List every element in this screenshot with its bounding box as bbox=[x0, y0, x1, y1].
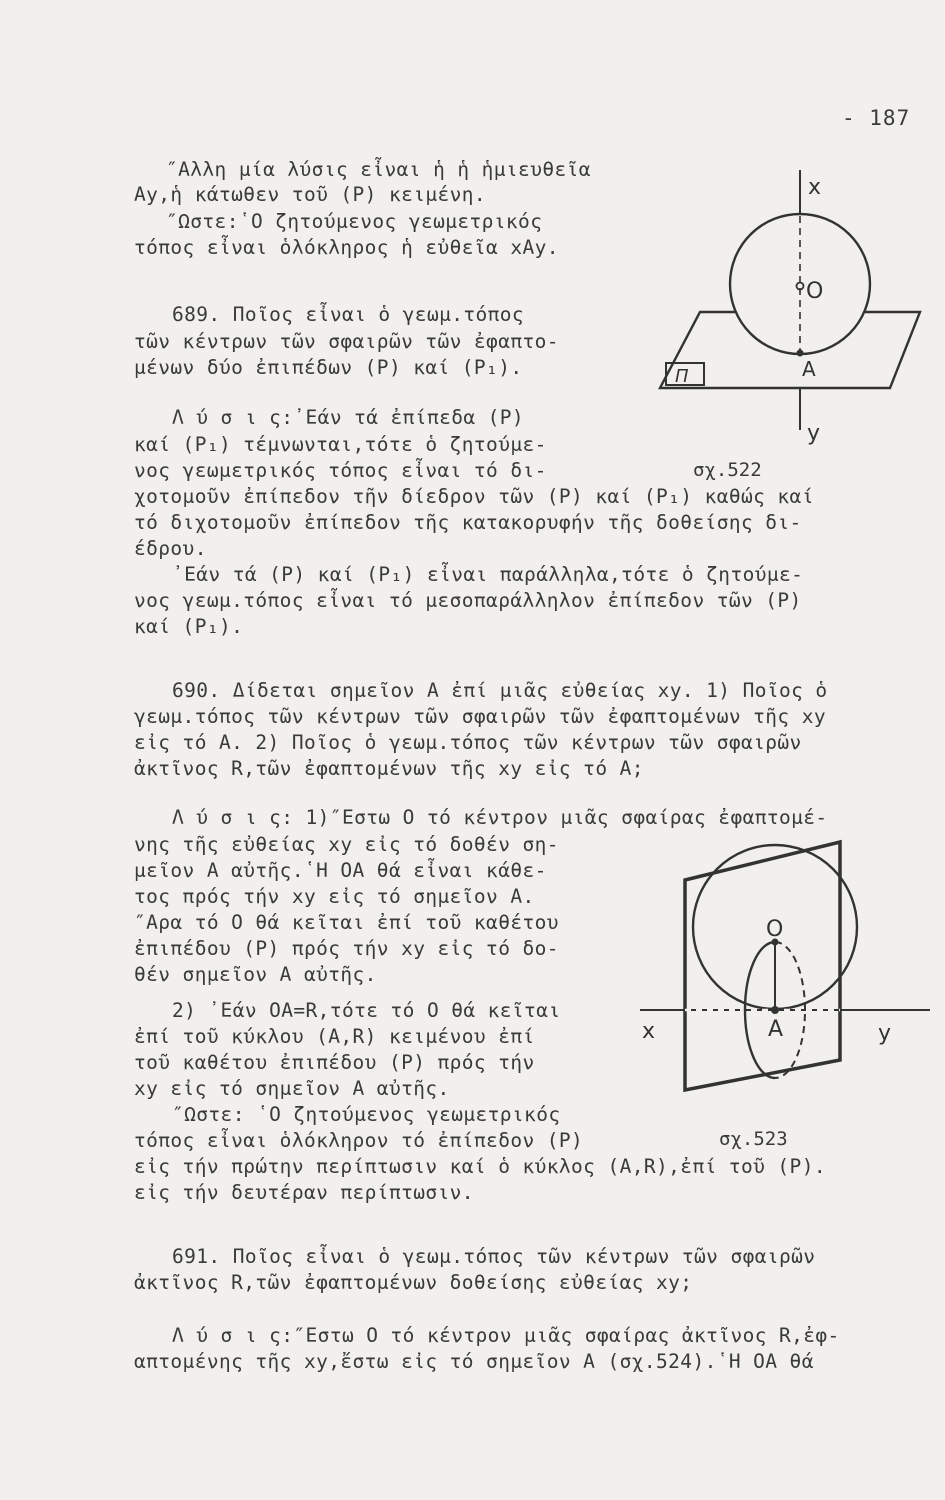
text-line: ″Ωστε: ῾Ο ζητούμενος γεωμετρικός bbox=[172, 1103, 561, 1126]
label-a: A bbox=[768, 1017, 784, 1042]
figure-523-caption: σχ.523 bbox=[719, 1128, 788, 1150]
text-line: ἀκτῖνος R,τῶν ἐφαπτομένων δοθείσης εὐθείας xy; bbox=[134, 1271, 693, 1294]
text-line: τοῦ καθέτου ἐπιπέδου (P) πρός τήν bbox=[134, 1051, 535, 1074]
label-x: x bbox=[642, 1019, 656, 1044]
figure-522 bbox=[640, 160, 940, 460]
text-line: νος γεωμετρικός τόπος εἶναι τό δι- bbox=[134, 459, 547, 482]
text-line: τόπος εἶναι ὁλόκληρος ἡ εὐθεῖα xΑy. bbox=[134, 236, 559, 259]
text-line: νης τῆς εὐθείας xy εἰς τό δοθέν ση- bbox=[134, 833, 559, 856]
text-line: χοτομοῦν ἐπίπεδον τῆν δίεδρον τῶν (P) καί (P₁) καθώς καί bbox=[134, 485, 814, 508]
text-line: ἀκτῖνος R,τῶν ἐφαπτομένων τῆς xy εἰς τό Α; bbox=[134, 757, 644, 780]
text-line: νος γεωμ.τόπος εἶναι τό μεσοπαράλληλον ἐπίπεδον τῶν (P) bbox=[134, 589, 802, 612]
text-line: ″Αλλη μία λύσις εἶναι ἡ ἡ ἡμιευθεῖα bbox=[166, 158, 591, 181]
text-line: 689. Ποῖος εἶναι ὁ γεωμ.τόπος bbox=[172, 303, 525, 326]
text-line: 690. Δίδεται σημεῖον Α ἐπί μιᾶς εὐθείας xy. 1) Ποῖος ὁ bbox=[172, 679, 828, 702]
text-line: ″Ωστε:῾Ο ζητούμενος γεωμετρικός bbox=[166, 210, 543, 233]
text-line: ᾽Εάν τά (P) καί (P₁) εἶναι παράλληλα,τότε ὁ ζητούμε- bbox=[172, 563, 804, 586]
text-line: εἰς τήν πρώτην περίπτωσιν καί ὁ κύκλος (Α,R),ἐπί τοῦ (P). bbox=[134, 1155, 826, 1178]
page-number: - 187 bbox=[842, 106, 911, 130]
label-plane: Π bbox=[675, 366, 689, 387]
text-line: καί (P₁). bbox=[134, 615, 244, 638]
text-line: xy εἰς τό σημεῖον Α αὐτῆς. bbox=[134, 1077, 450, 1100]
text-line: Λ ύ σ ι ς:″Εστω Ο τό κέντρον μιᾶς σφαίρας ἀκτῖνος R,ἐφ- bbox=[172, 1324, 840, 1347]
text-line: ἐπί τοῦ κύκλου (Α,R) κειμένου ἐπί bbox=[134, 1025, 535, 1048]
text-line: Λ ύ σ ι ς:᾽Εάν τά ἐπίπεδα (P) bbox=[172, 406, 525, 429]
label-o: O bbox=[766, 917, 784, 942]
figure-522-caption: σχ.522 bbox=[693, 459, 762, 481]
text-line: 691. Ποῖος εἶναι ὁ γεωμ.τόπος τῶν κέντρων τῶν σφαιρῶν bbox=[172, 1245, 816, 1268]
label-a: A bbox=[802, 357, 816, 381]
text-line: εἰς τό Α. 2) Ποῖος ὁ γεωμ.τόπος τῶν κέντρων τῶν σφαιρῶν bbox=[134, 731, 802, 754]
text-line: εἰς τήν δευτέραν περίπτωσιν. bbox=[134, 1181, 474, 1204]
tangent-point-a bbox=[797, 350, 804, 357]
text-line: Αy,ἡ κάτωθεν τοῦ (P) κειμένη. bbox=[134, 183, 487, 206]
label-x: x bbox=[808, 175, 822, 200]
text-line: έδρου. bbox=[134, 537, 207, 560]
text-line: ″Αρα τό Ο θά κεῖται ἐπί τοῦ καθέτου bbox=[134, 911, 559, 934]
text-line: θέν σημεῖον Α αὐτῆς. bbox=[134, 963, 377, 986]
figure-523 bbox=[630, 840, 940, 1100]
text-line: μεῖον Α αὐτῆς.῾Η ΟΑ θά εἶναι κάθε- bbox=[134, 859, 547, 882]
label-y: y bbox=[878, 1021, 892, 1046]
text-line: ἐπιπέδου (P) πρός τήν xy εἰς τό δο- bbox=[134, 937, 559, 960]
text-line: τος πρός τήν xy εἰς τό σημεῖον Α. bbox=[134, 885, 535, 908]
text-line: 2) ᾽Εάν ΟΑ=R,τότε τό Ο θά κεῖται bbox=[172, 999, 561, 1022]
label-y: y bbox=[807, 421, 821, 446]
text-line: τό διχοτομοῦν ἐπίπεδον τῆς κατακορυφήν τῆς δοθείσης δι- bbox=[134, 511, 802, 534]
label-o: O bbox=[806, 279, 824, 304]
text-line: τόπος εἶναι ὁλόκληρον τό ἐπίπεδον (P) bbox=[134, 1129, 584, 1152]
text-line: μένων δύο ἐπιπέδων (P) καί (P₁). bbox=[134, 356, 523, 379]
text-line: καί (P₁) τέμνωνται,τότε ὁ ζητούμε- bbox=[134, 433, 547, 456]
tangent-point-a bbox=[771, 1006, 779, 1014]
text-line: Λ ύ σ ι ς: 1)″Εστω Ο τό κέντρον μιᾶς σφαίρας ἐφαπτομέ- bbox=[172, 806, 828, 829]
text-line: απτομένης τῆς xy,ἔστω εἰς τό σημεῖον Α (σχ.524).῾Η ΟΑ θά bbox=[134, 1350, 814, 1373]
text-line: τῶν κέντρων τῶν σφαιρῶν τῶν ἐφαπτο- bbox=[134, 330, 559, 353]
text-line: γεωμ.τόπος τῶν κέντρων τῶν σφαιρῶν τῶν ἐφαπτομένων τῆς xy bbox=[134, 705, 826, 728]
